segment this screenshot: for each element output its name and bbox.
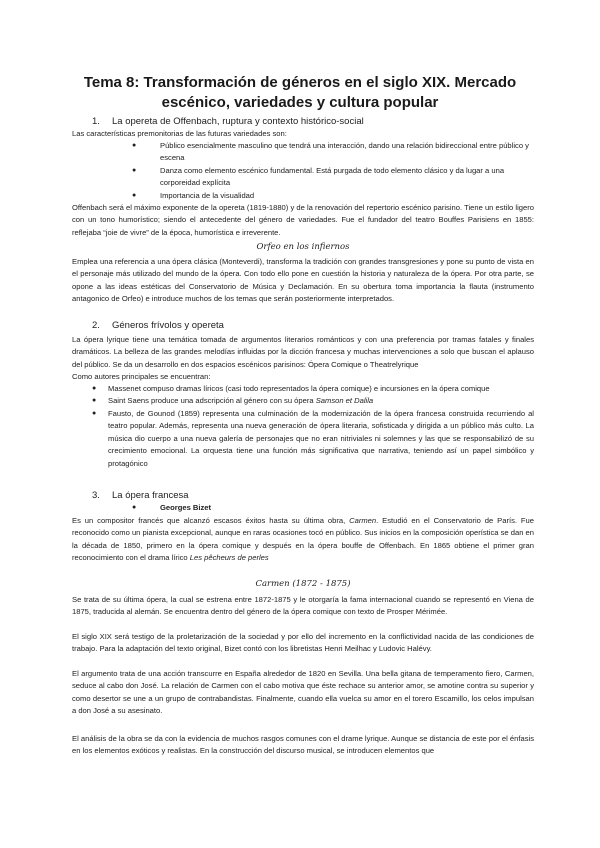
list-item xyxy=(108,395,534,407)
bullet-dot: ● xyxy=(132,142,137,149)
bullet-dot: ● xyxy=(132,192,137,199)
list-item: Danza como elemento escénico fundamental. Está purgada de todo elemento clásico y da lugar a una corporeidad explícita xyxy=(160,166,505,188)
bullet-dot: ● xyxy=(132,504,137,511)
list-item: Georges Bizet xyxy=(160,503,212,512)
list-item: Fausto, de Gounod (1859) representa una culminación de la modernización de la ópera francesa construida recurriendo al teatro popular. Además, representa una nueva generación de ópera literaria, sofisticada y dirigida a un público más culto. La música dio cuerpo a una nueva galería de personajes que no eran nitriviales ni solemnes y las que se responsabilizó de su crecimiento emocional. La orquesta tiene una función más significativa que narrativa, teniendo así un papel simbólico y protagónico xyxy=(108,409,534,468)
page-title: Tema 8: Transformación de géneros en el siglo XIX. Mercado escénico, variedades y cultura popular xyxy=(83,74,517,111)
section-title: La ópera francesa xyxy=(112,490,189,501)
section-2-intro: Como autores principales se encuentran: xyxy=(72,372,211,381)
bizet-paragraph xyxy=(72,515,534,565)
section-1-intro: Las características premonitorias de las futuras variedades son: xyxy=(72,129,287,138)
bullet-dot: ● xyxy=(92,385,97,392)
orfeo-paragraph: Emplea una referencia a una ópera clásica (Monteverdi), transforma la tradición con grandes transgresiones y pone su punto de vista en el personaje más utilizado del mundo de la ópera. Con todo ello pone en cuestión la historia y naturaleza de la ópera. Por otra parte, se opone a las ideas estéticas del Conservatorio de Música y Declamación. En su obertura toma importancia la flauta (instrumento antagonico de Orfeo) e introduce muchos de los temas que serán posteriormente interpretados. xyxy=(72,257,534,304)
section-1-paragraph: Offenbach será el máximo exponente de la opereta (1819-1880) y de la renovación del repertorio escénico parisino. Tiene un estilo ligero con un tono humorístico; siendo el antecedente del género de variedades. Fue el fundador del teatro Bouffes Parisiens en 1855: reflejaba “joie de vivre” de la época, humorística e irreverente. xyxy=(72,203,534,237)
section-2-heading xyxy=(92,320,224,332)
section-title: Géneros frívolos y opereta xyxy=(112,320,224,331)
section-1-heading xyxy=(92,116,364,128)
text-run: Es un compositor francés que alcanzó escasos éxitos hasta su última obra, xyxy=(72,516,350,525)
bullet-dot: ● xyxy=(92,410,97,417)
list-item-text: Saint Saens produce una adscripción al género con su ópera xyxy=(108,396,316,405)
section-title: La opereta de Offenbach, ruptura y contexto histórico-social xyxy=(112,116,364,127)
list-item: Importancia de la visualidad xyxy=(160,191,255,200)
carmen-paragraph-1: Se trata de su última ópera, la cual se estrena entre 1872-1875 y le otorgaría la fama internacional cuando se representó en Viena de 1875, traducida al alemán. Se encuentra dentro del género de la ópera comique con texto de Prosper Mérimée. xyxy=(72,595,534,617)
section-2-paragraph: La ópera lyrique tiene una temática tomada de argumentos literarios románticos y con una preferencia por tramas fatales y finales dramáticos. La belleza de las grandes melodías influidas por la dicción francesa y muchas intervenciones a solo que buscan el aplauso del público. Se da un desarrollo en dos espacios escénicos parisinos: Ópera Comique o Theatrelyrique xyxy=(72,335,534,369)
work-title: Carmen xyxy=(349,516,377,525)
section-3-heading xyxy=(92,490,189,502)
carmen-paragraph-3: El argumento trata de una acción transcurre en España alrededor de 1820 en Sevilla. Una bella gitana de temperamento fiero, Carmen, seduce al cabo don José. La relación de Carmen con el cabo motiva que éste rechace su anterior amor, se amotine contra su superior y como desertor se une a un grupo de contrabandistas. Finalmente, cuando ella vuelca su amor en el torero Escamillo, los celos impulsan a don José a su asesinato. xyxy=(72,669,534,716)
subtitle-orfeo: Orfeo en los infiernos xyxy=(256,242,350,252)
section-number: 1. xyxy=(92,116,100,127)
list-item: Massenet compuso dramas líricos (casi todo representados la ópera comique) e incursiones en la ópera comique xyxy=(108,384,490,393)
section-number: 3. xyxy=(92,490,100,501)
carmen-paragraph-4: El análisis de la obra se da con la evidencia de muchos rasgos comunes con el drame lyrique. Aunque se distancia de este por el énfasis en los elementos exóticos y realistas. En la construcción del discurso musical, se introducen elementos que xyxy=(72,734,534,756)
bullet-dot: ● xyxy=(92,397,97,404)
section-number: 2. xyxy=(92,320,100,331)
list-item: Público esencialmente masculino que tendrá una interacción, dando una relación bidireccional entre público y escena xyxy=(160,141,529,163)
text-run: . Estudió en el Conservatorio de París. Fue reconocido como un pianista excepcional, aunque en raras ocasiones tocó en público. Sus inicios en la composición operística se dan en la década de 1850, primero en la ópera comique y después en la ópera bouffe de Offenbach. En 1865 obtiene el primer gran reconocimiento con el drama lírico xyxy=(72,516,535,563)
work-title: Samson et Dalila xyxy=(315,396,374,405)
work-title: Les pêcheurs de perles xyxy=(189,553,269,563)
bullet-dot: ● xyxy=(132,167,137,174)
carmen-paragraph-2: El siglo XIX será testigo de la proletarización de la sociedad y por ello del incremento en la conflictividad nacida de las condiciones de trabajo. Para la adaptación del texto original, Bizet contó con los libretistas Henri Meilhac y Ludovic Halévy. xyxy=(72,632,534,654)
subtitle-carmen: Carmen (1872 - 1875) xyxy=(255,579,351,589)
